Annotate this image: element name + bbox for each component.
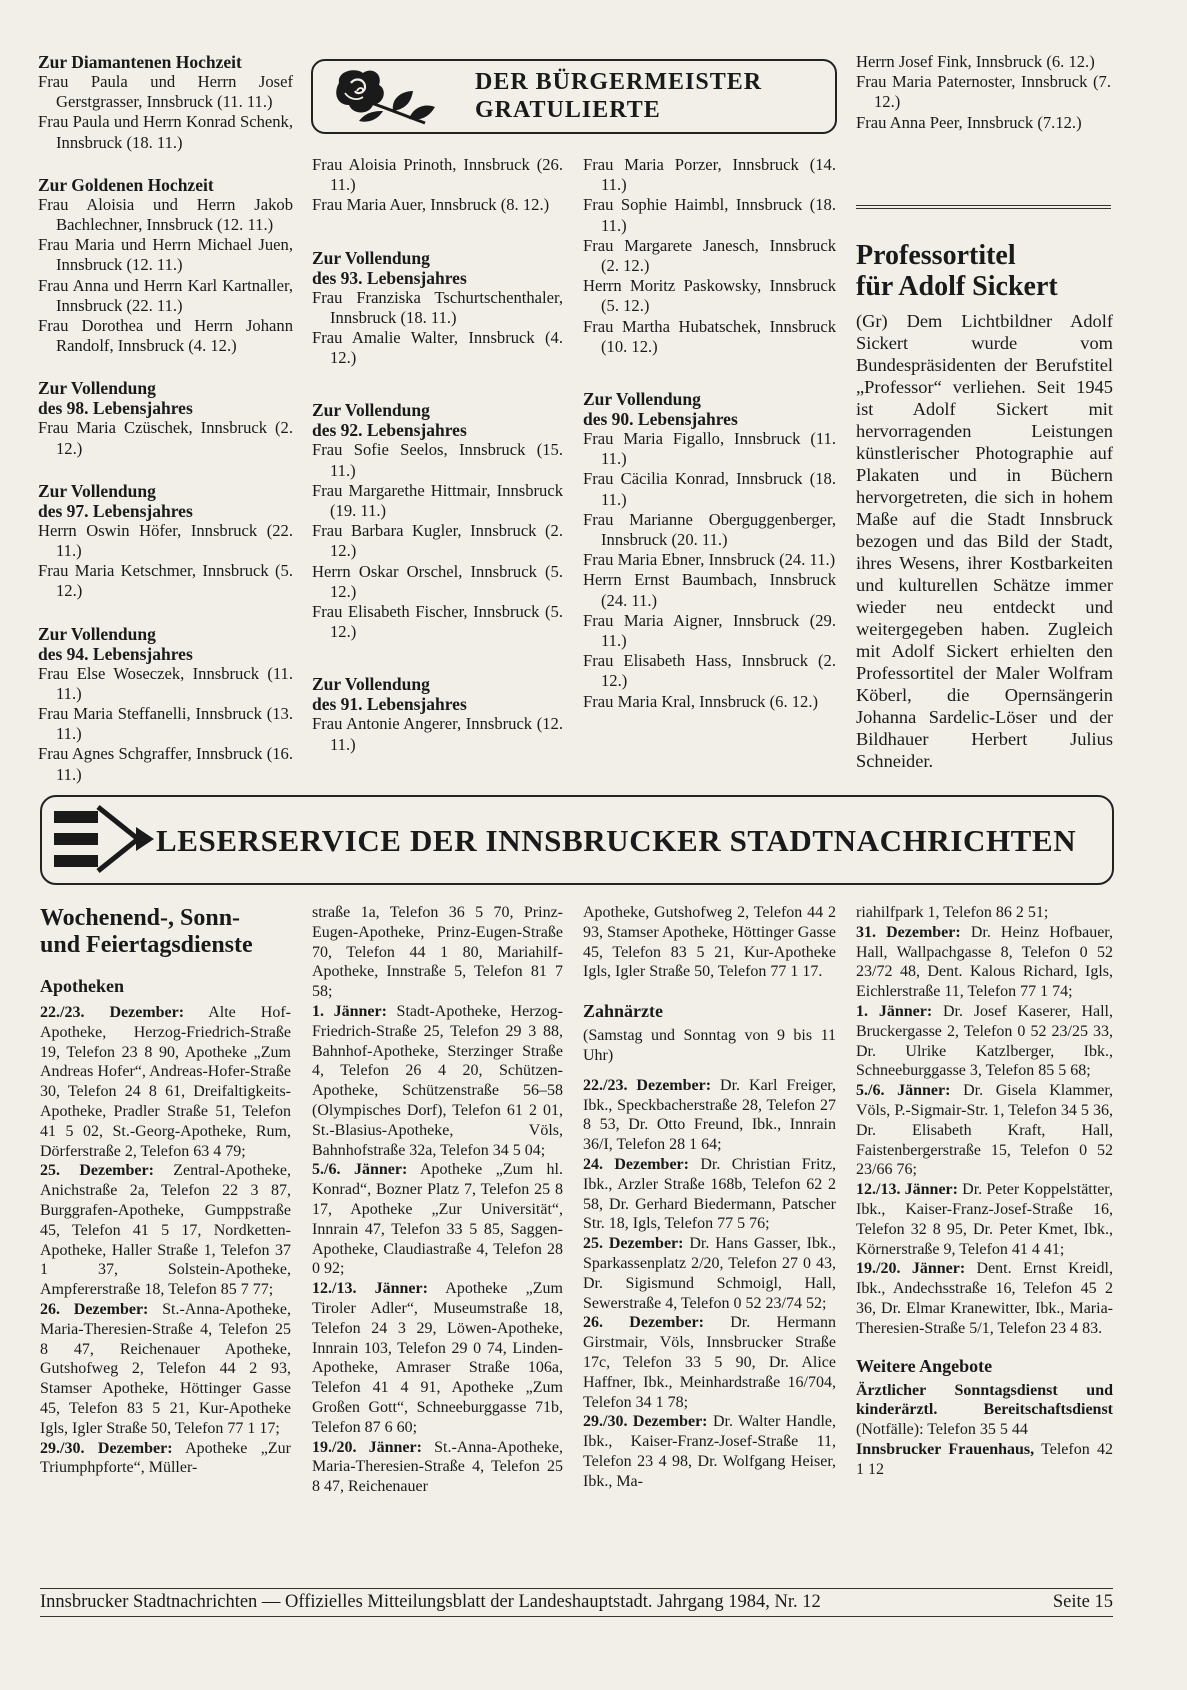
date-label: 31. Dezember: — [856, 923, 961, 941]
congratulation-entry: Frau Franziska Tschurtschenthaler, Innsbruck (18. 11.) — [312, 287, 563, 327]
professor-body: (Gr) Dem Lichtbildner Adolf Sickert wurde vom Bundespräsidenten der Berufstitel „Professor“ verliehen. Seit 1945 ist Adolf Sickert mit hervorragenden Leistungen künstlerischer Photographie auf Plakaten und in Büchern hervorgetreten, die sich in hohem Maße auf die Stadt Innsbruck bezogen und das Bild der Stadt, ihres Wesens, ihrer Kostbarkeiten und kulturellen Schätze immer wieder neu entdeckt und weitergegeben haben. Zugleich mit Adolf Sickert erhielten den Professortitel der Maler Wolfram Köberl, die Opernsängerin Johanna Sardelic-Löser und der Bildhauer Herbert Julius Schneider. — [856, 311, 1113, 771]
service-column-2 — [312, 903, 563, 1497]
congratulation-entry: Frau Amalie Walter, Innsbruck (4. 12.) — [312, 328, 563, 368]
page-number: Seite 15 — [1052, 1592, 1113, 1612]
section-heading: des 94. Lebensjahres — [38, 643, 193, 664]
congratulation-entry: Frau Sofie Seelos, Innsbruck (15. 11.) — [312, 440, 563, 480]
date-label: Ärztlicher Sonntagsdienst und kinderärztl. Bereitschaftsdienst — [856, 1381, 1113, 1419]
congratulation-entry: Frau Paula und Herrn Josef Gerstgrasser, Innsbruck (11. 11.) — [38, 72, 293, 112]
congratulation-entry: Frau Martha Hubatschek, Innsbruck (10. 12.) — [583, 316, 836, 356]
dentist-entry: 12./13. Jänner: Dr. Peter Koppelstätter, Ibk., Kaiser-Franz-Josef-Straße 16, Telefon 32 8 95, Dr. Peter Kmet, Ibk., Körnerstraße 9, Telefon 41 4 41; — [856, 1181, 1113, 1258]
congratulation-entry: Frau Anna und Herrn Karl Kartnaller, Innsbruck (22. 11.) — [38, 275, 293, 315]
dentist-entry: 1. Jänner: Dr. Josef Kaserer, Hall, Bruckergasse 2, Telefon 0 52 23/25 33, Dr. Ulrike Katzlberger, Ibk., Schneeburggasse 3, Telefon 85 5 68; — [856, 1002, 1113, 1080]
date-label: 19./20. Jänner: — [312, 1438, 422, 1456]
section-heading: Zur Vollendung — [38, 378, 156, 399]
section-heading: Zur Goldenen Hochzeit — [38, 174, 214, 195]
dentist-entry: 25. Dezember: Dr. Hans Gasser, Ibk., Sparkassenplatz 2/20, Telefon 27 0 43, Dr. Sigismund Schmoigl, Hall, Sewerstraße 4, Telefon 0 52 23/74 52; — [583, 1235, 837, 1312]
dentist-entry: 19./20. Jänner: Dent. Ernst Kreidl, Ibk., Andechsstraße 16, Telefon 45 2 36, Dr. Elmar Kranewitter, Ibk., Maria-Theresien-Straße 5/1, Telefon 23 4 83. — [856, 1260, 1113, 1337]
date-label: 12./13. Jänner: — [312, 1280, 428, 1298]
service-offer-entry: Ärztlicher Sonntagsdienst und kinderärztl. Bereitschaftsdienst (Notfälle): Telefon 35 5 44 — [856, 1381, 1113, 1439]
date-label: 19./20. Jänner: — [856, 1260, 966, 1278]
congratulation-entry: Frau Paula und Herrn Konrad Schenk, Innsbruck (18. 11.) — [38, 112, 293, 152]
spacer — [312, 642, 563, 674]
date-label: 1. Jänner: — [312, 1002, 387, 1020]
congratulation-entry: Frau Marianne Oberguggenberger, Innsbruck (20. 11.) — [583, 509, 836, 550]
service-offer-entry: Innsbrucker Frauenhaus, Telefon 42 1 12 — [856, 1440, 1113, 1478]
professor-title-2: für Adolf Sickert — [856, 271, 1058, 302]
date-label: 29./30. Dezember: — [583, 1413, 708, 1431]
dentist-entry: 22./23. Dezember: Dr. Karl Freiger, Ibk., Speckbacherstraße 28, Telefon 27 8 53, Dr. Otto Freund, Ibk., Innrain 36/I, Telefon 28 1 64; — [583, 1076, 836, 1154]
buergermeister-banner — [311, 59, 837, 134]
date-label: 1. Jänner: — [856, 1002, 933, 1020]
date-label: 12./13. Jänner: — [856, 1181, 958, 1199]
pharmacy-entry: 25. Dezember: Zentral-Apotheke, Anichstraße 2a, Telefon 22 3 87, Burggrafen-Apotheke, Gumppstraße 45, Telefon 41 5 17, Nordketten-Apotheke, Haller Straße 1, Telefon 37 1 37, Solstein-Apotheke, Ampfererstraße 18, Telefon 85 7 77; — [40, 1162, 291, 1299]
date-label: 29./30. Dezember: — [40, 1439, 173, 1457]
congratulation-entry: Herrn Moritz Paskowsky, Innsbruck (5. 12.) — [583, 276, 836, 316]
pharmacy-entry: 19./20. Jänner: St.-Anna-Apotheke, Maria-Theresien-Straße 4, Telefon 25 8 47, Reichenauer — [312, 1438, 563, 1496]
date-label: 24. Dezember: — [583, 1155, 689, 1173]
congratulation-entry: Frau Maria Auer, Innsbruck (8. 12.) — [312, 195, 550, 215]
service-heading-1: Wochenend-, Sonn- — [40, 905, 241, 931]
spacer — [312, 216, 563, 248]
gratulation-column-4 — [856, 52, 1111, 133]
congratulation-entry: Frau Sophie Haimbl, Innsbruck (18. 11.) — [583, 195, 836, 235]
leserservice-banner — [40, 795, 1114, 885]
congratulation-entry: Frau Maria Steffanelli, Innsbruck (13. 11.) — [38, 704, 293, 744]
rose-icon — [327, 63, 447, 129]
date-label: 26. Dezember: — [40, 1300, 149, 1318]
congratulation-entry: Frau Margarethe Hittmair, Innsbruck (19. 11.) — [312, 480, 563, 521]
congratulation-entry: Frau Cäcilia Konrad, Innsbruck (18. 11.) — [583, 469, 836, 509]
section-heading: Zur Vollendung — [312, 247, 430, 268]
congratulation-entry: Frau Maria Figallo, Innsbruck (11. 11.) — [583, 429, 836, 469]
congratulation-entry: Frau Aloisia und Herrn Jakob Bachlechner, Innsbruck (12. 11.) — [38, 194, 293, 235]
dentist-entry: 24. Dezember: Dr. Christian Fritz, Ibk., Arzler Straße 168b, Telefon 62 2 58, Dr. Gerhard Biedermann, Patscher Str. 18, Igls, Telefon 77 5 76; — [583, 1155, 836, 1233]
banner-title-1: DER BÜRGERMEISTER — [475, 69, 763, 95]
professor-title-1: Professortitel — [856, 240, 1016, 271]
date-label: 5./6. Jänner: — [856, 1082, 951, 1100]
congratulation-entry: Frau Antonie Angerer, Innsbruck (12. 11.) — [312, 714, 563, 754]
section-heading: Zur Vollendung — [38, 623, 156, 644]
service-column-1 — [40, 905, 291, 1478]
congratulation-entry: Frau Agnes Schgraffer, Innsbruck (16. 11.) — [38, 744, 293, 784]
pharmacy-entry: 12./13. Jänner: Apotheke „Zum Tiroler Adler“, Museumstraße 18, Telefon 24 3 29, Löwen-Apotheke, Innrain 103, Telefon 29 0 74, Linden-Apotheke, Amraser Straße 106a, Telefon 41 4 91, Apotheke „Zum Großen Gott“, Schneeburggasse 71b, Telefon 87 6 60; — [312, 1280, 563, 1436]
congratulation-entry: Herrn Oskar Orschel, Innsbruck (5. 12.) — [312, 561, 563, 601]
congratulation-entry: Herrn Oswin Höfer, Innsbruck (22. 11.) — [38, 520, 293, 561]
zahnaerzte-heading: Zahnärzte — [583, 1001, 663, 1022]
section-heading: des 98. Lebensjahres — [38, 398, 193, 419]
congratulation-entry: Frau Maria Paternoster, Innsbruck (7. 12.) — [856, 72, 1111, 112]
spacer — [38, 459, 293, 481]
date-label: 5./6. Jänner: — [312, 1161, 408, 1179]
service-heading-2: und Feiertagsdienste — [40, 932, 253, 958]
congratulation-entry: Frau Else Woseczek, Innsbruck (11. 11.) — [38, 663, 293, 703]
congratulation-entry: Frau Maria Ketschmer, Innsbruck (5. 12.) — [38, 561, 293, 601]
date-label: 22./23. Dezember: — [40, 1004, 185, 1021]
congratulation-entry: Frau Dorothea und Herrn Johann Randolf, Innsbruck (4. 12.) — [38, 316, 293, 356]
congratulation-entry: Frau Maria Aigner, Innsbruck (29. 11.) — [583, 610, 836, 651]
section-heading: Zur Vollendung — [583, 389, 701, 410]
section-heading: Zur Vollendung — [312, 674, 430, 695]
footer-bottom-rule — [40, 1616, 1113, 1617]
congratulation-entry: Frau Maria Porzer, Innsbruck (14. 11.) — [583, 155, 836, 195]
section-heading: des 93. Lebensjahres — [312, 267, 467, 288]
section-heading: Zur Vollendung — [312, 400, 430, 421]
spacer — [38, 153, 293, 175]
date-label: Innsbrucker Frauenhaus, — [856, 1440, 1035, 1458]
date-label: 22./23. Dezember: — [583, 1076, 712, 1094]
section-heading: des 91. Lebensjahres — [312, 694, 467, 715]
footer-text: Innsbrucker Stadtnachrichten — Offizielles Mitteilungsblatt der Landeshauptstadt. Jahrgang 1984, Nr. 12 — [40, 1592, 821, 1612]
dentist-entry: riahilfpark 1, Telefon 86 2 51; — [856, 904, 1049, 921]
dentist-entry: 29./30. Dezember: Dr. Walter Handle, Ibk., Kaiser-Franz-Josef-Straße 11, Telefon 23 4 98, Dr. Wolfgang Heiser, Ibk., Ma- — [583, 1413, 837, 1490]
section-heading: des 97. Lebensjahres — [38, 500, 193, 521]
dentist-entry: 31. Dezember: Dr. Heinz Hofbauer, Hall, Wallpachgasse 8, Telefon 0 52 23/72 48, Dent. Kalous Richard, Igls, Eichlerstraße 11, Telefon 77 1 74; — [856, 923, 1113, 1001]
date-label: 25. Dezember: — [583, 1235, 684, 1253]
spacer — [38, 602, 293, 624]
leserservice-title: LESERSERVICE DER INNSBRUCKER STADTNACHRICHTEN — [156, 823, 1077, 858]
divider-rule — [856, 205, 1111, 212]
congratulation-entry: Frau Maria und Herrn Michael Juen, Innsbruck (12. 11.) — [38, 235, 293, 275]
spacer — [38, 356, 293, 378]
dentist-entry: 5./6. Jänner: Dr. Gisela Klammer, Völs, P.-Sigmair-Str. 1, Telefon 34 5 36, Dr. Elisabeth Kraft, Hall, Faistenbergerstraße 15, Telefon 0 52 23/66 76; — [856, 1082, 1113, 1179]
zahnaerzte-note: (Samstag und Sonntag von 9 bis 11 Uhr) — [583, 1027, 836, 1064]
congratulation-entry: Frau Aloisia Prinoth, Innsbruck (26. 11.) — [312, 155, 563, 195]
section-heading: des 90. Lebensjahres — [583, 409, 738, 430]
congratulation-entry: Frau Maria Czüschek, Innsbruck (2. 12.) — [38, 418, 293, 458]
apotheken-heading: Apotheken — [40, 976, 125, 996]
congratulation-entry: Frau Elisabeth Hass, Innsbruck (2. 12.) — [583, 651, 836, 691]
congratulation-entry: Frau Maria Kral, Innsbruck (6. 12.) — [583, 691, 819, 711]
congratulation-entry: Frau Maria Ebner, Innsbruck (24. 11.) — [583, 550, 836, 570]
arrow-logo-icon — [50, 801, 160, 877]
congratulation-entry: Herrn Ernst Baumbach, Innsbruck (24. 11.) — [583, 570, 836, 610]
service-column-4 — [856, 903, 1113, 1480]
pharmacy-entry: 29./30. Dezember: Apotheke „Zur Triumphpforte“, Müller- — [40, 1439, 291, 1477]
pharmacy-entry: 22./23. Dezember: Alte Hof-Apotheke, Herzog-Friedrich-Straße 19, Telefon 23 8 90, Apotheke „Zum Andreas Hofer“, Andreas-Hofer-Straße 30, Telefon 24 8 61, Dreifaltigkeits-Apotheke, Pradler Straße 51, Telefon 41 5 02, St.-Georg-Apotheke, Rum, Dörferstraße 2, Telefon 63 4 79; — [40, 1004, 292, 1160]
section-heading: des 92. Lebensjahres — [312, 420, 467, 441]
dentist-entry: 26. Dezember: Dr. Hermann Girstmair, Völs, Innsbrucker Straße 17c, Telefon 33 5 90, Dr. Alice Haffner, Ibk., Meinhardstraße 16/704, Telefon 34 1 78; — [583, 1314, 836, 1411]
pharmacy-entry: 5./6. Jänner: Apotheke „Zum hl. Konrad“, Bozner Platz 7, Telefon 25 8 17, Apotheke „Zur Universität“, Innrain 47, Telefon 33 5 85, Saggen-Apotheke, Claudiastraße 4, Telefon 28 0 92; — [312, 1161, 563, 1278]
pharmacy-entry: straße 1a, Telefon 36 5 70, Prinz-Eugen-Apotheke, Prinz-Eugen-Straße 70, Telefon 44 1 80, Mariahilf-Apotheke, Innstraße 5, Telefon 81 7 58; — [312, 904, 563, 1001]
date-label: 26. Dezember: — [583, 1314, 704, 1332]
professor-article — [856, 240, 1113, 772]
congratulation-entry: Frau Elisabeth Fischer, Innsbruck (5. 12.) — [312, 602, 563, 642]
gratulation-column-1 — [38, 52, 293, 785]
section-heading: Zur Diamantenen Hochzeit — [38, 52, 242, 72]
footer-rule — [40, 1588, 1113, 1589]
congratulation-entry: Frau Barbara Kugler, Innsbruck (2. 12.) — [312, 521, 563, 561]
banner-title-2: GRATULIERTE — [475, 97, 661, 123]
weitere-heading: Weitere Angebote — [856, 1355, 993, 1376]
pharmacy-entry: 1. Jänner: Stadt-Apotheke, Herzog-Friedrich-Straße 25, Telefon 29 3 88, Bahnhof-Apotheke, Sterzinger Straße 4, Telefon 26 4 20, Schützen-Apotheke, Schützenstraße 56–58 (Olympisches Dorf), Telefon 61 2 01, St.-Blasius-Apotheke, Völs, Bahnhofstraße 32a, Telefon 34 5 04; — [312, 1002, 563, 1159]
congratulation-entry: Herrn Josef Fink, Innsbruck (6. 12.) — [856, 52, 1095, 71]
spacer — [312, 368, 563, 400]
date-label: 25. Dezember: — [40, 1162, 154, 1180]
col3-apotheke-text: Apotheke, Gutshofweg 2, Telefon 44 2 93, Stamser Apotheke, Höttinger Gasse 45, Telefon 83 5 21, Kur-Apotheke Igls, Igler Straße 50, Telefon 77 1 17. — [583, 904, 836, 981]
congratulation-entry: Frau Margarete Janesch, Innsbruck (2. 12.) — [583, 235, 836, 276]
section-heading: Zur Vollendung — [38, 480, 156, 501]
gratulation-column-2 — [312, 155, 563, 755]
gratulation-column-3 — [583, 155, 836, 712]
congratulation-entry: Frau Anna Peer, Innsbruck (7.12.) — [856, 112, 1082, 132]
spacer — [583, 357, 836, 389]
service-column-3 — [583, 903, 836, 1492]
pharmacy-entry: 26. Dezember: St.-Anna-Apotheke, Maria-Theresien-Straße 4, Telefon 25 8 47, Reichenauer Apotheke, Gutshofweg 2, Telefon 44 2 93, Stamser Apotheke, Höttinger Gasse 45, Telefon 83 5 21, Kur-Apotheke Igls, Igler Straße 50, Telefon 77 1 17; — [40, 1300, 291, 1437]
